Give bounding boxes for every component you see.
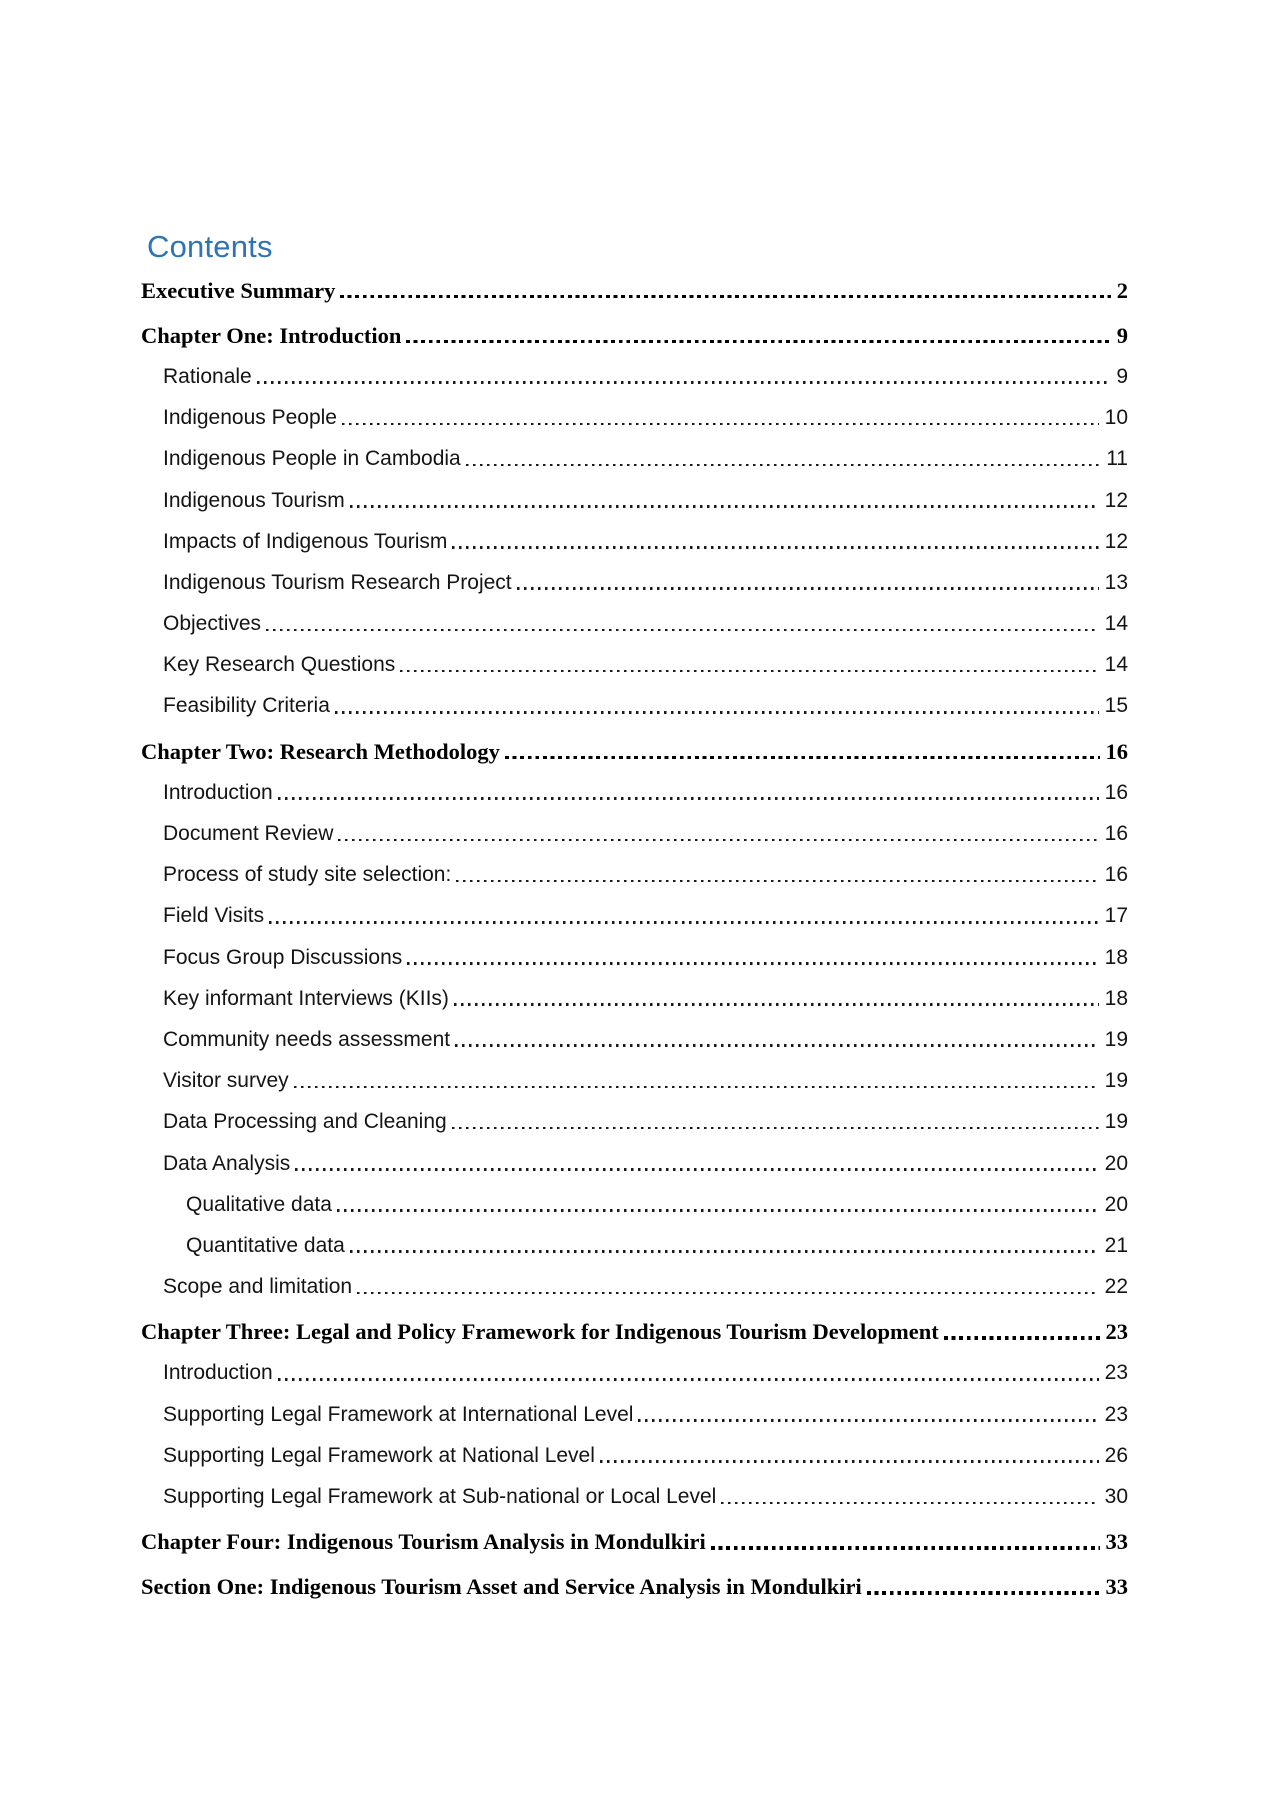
toc-entry-label: Indigenous Tourism [163, 488, 345, 512]
dot-leader [295, 1168, 1098, 1171]
toc-entry-label: Visitor survey [163, 1069, 289, 1093]
toc-entry[interactable] [141, 439, 1128, 480]
toc-entry-page: 13 [1104, 570, 1128, 594]
toc-entry-page: 16 [1104, 780, 1128, 804]
dot-leader [342, 423, 1099, 426]
toc-entry-page: 16 [1104, 863, 1128, 887]
toc-entry-label: Section One: Indigenous Tourism Asset and Service Analysis in Mondulkiri [141, 1574, 862, 1600]
toc-entry[interactable] [141, 1567, 1128, 1608]
toc-entry-label: Rationale [163, 364, 252, 388]
dot-leader [357, 1292, 1099, 1295]
dot-leader [466, 464, 1100, 467]
toc-entry-page: 12 [1104, 529, 1128, 553]
toc-entry-page: 18 [1104, 986, 1128, 1010]
toc-entry[interactable] [141, 1184, 1128, 1225]
toc-entry-page: 2 [1116, 277, 1128, 303]
dot-leader [337, 1209, 1099, 1212]
toc-entry[interactable] [141, 855, 1128, 896]
toc-entry[interactable] [141, 315, 1128, 356]
toc-entry-label: Key informant Interviews (KIIs) [163, 986, 449, 1010]
toc-entry[interactable] [141, 480, 1128, 521]
toc-entry-page: 20 [1104, 1151, 1128, 1175]
toc-entry[interactable] [141, 978, 1128, 1019]
table-of-contents [141, 270, 1128, 1608]
toc-entry-label: Chapter Three: Legal and Policy Framework for Indigenous Tourism Development [141, 1319, 939, 1345]
toc-entry-page: 16 [1104, 822, 1128, 846]
dot-leader [867, 1591, 1100, 1595]
toc-entry-label: Feasibility Criteria [163, 694, 330, 718]
toc-entry-page: 17 [1104, 904, 1128, 928]
toc-entry-page: 26 [1104, 1443, 1128, 1467]
toc-entry-page: 23 [1105, 1319, 1128, 1345]
toc-entry[interactable] [141, 937, 1128, 978]
dot-leader [455, 1044, 1099, 1047]
toc-entry-page: 21 [1104, 1233, 1128, 1257]
toc-entry-page: 14 [1104, 653, 1128, 677]
dot-leader [340, 295, 1110, 299]
toc-entry-page: 11 [1106, 447, 1128, 471]
toc-entry-label: Supporting Legal Framework at International Level [163, 1402, 634, 1426]
toc-entry[interactable] [141, 1522, 1128, 1563]
toc-entry[interactable] [141, 604, 1128, 645]
toc-entry-label: Data Processing and Cleaning [163, 1110, 447, 1134]
dot-leader [294, 1086, 1099, 1089]
toc-entry-label: Field Visits [163, 904, 265, 928]
toc-entry-label: Document Review [163, 822, 334, 846]
toc-entry-label: Indigenous People in Cambodia [163, 447, 461, 471]
toc-entry[interactable] [141, 1225, 1128, 1266]
toc-entry-label: Chapter One: Introduction [141, 322, 402, 348]
toc-entry[interactable] [141, 1394, 1128, 1435]
toc-entry-label: Supporting Legal Framework at Sub-national or Local Level [163, 1485, 717, 1509]
toc-entry-page: 12 [1104, 488, 1128, 512]
toc-entry-page: 33 [1105, 1529, 1128, 1555]
toc-entry[interactable] [141, 686, 1128, 727]
toc-entry-label: Chapter Four: Indigenous Tourism Analysis in Mondulkiri [141, 1529, 706, 1555]
toc-entry[interactable] [141, 1061, 1128, 1102]
toc-entry-page: 9 [1116, 364, 1128, 388]
toc-entry-page: 20 [1104, 1192, 1128, 1216]
toc-entry-label: Qualitative data [186, 1192, 332, 1216]
toc-entry-label: Introduction [163, 1361, 273, 1385]
toc-entry-label: Objectives [163, 612, 262, 636]
toc-entry-label: Focus Group Discussions [163, 945, 403, 969]
toc-entry-page: 19 [1104, 1027, 1128, 1051]
dot-leader [454, 1003, 1099, 1006]
toc-entry-label: Indigenous Tourism Research Project [163, 570, 512, 594]
toc-entry[interactable] [141, 398, 1128, 439]
toc-entry[interactable] [141, 731, 1128, 772]
toc-entry[interactable] [141, 813, 1128, 854]
toc-entry[interactable] [141, 356, 1128, 397]
toc-entry[interactable] [141, 270, 1128, 311]
toc-entry[interactable] [141, 645, 1128, 686]
dot-leader [944, 1336, 1100, 1340]
dot-leader [407, 962, 1098, 965]
dot-leader [452, 1127, 1099, 1130]
dot-leader [257, 381, 1111, 384]
toc-entry[interactable] [141, 896, 1128, 937]
toc-entry[interactable] [141, 562, 1128, 603]
toc-entry-page: 30 [1104, 1485, 1128, 1509]
dot-leader [517, 587, 1099, 590]
toc-entry[interactable] [141, 1312, 1128, 1353]
toc-entry[interactable] [141, 1435, 1128, 1476]
toc-entry-label: Executive Summary [141, 277, 336, 303]
toc-entry-label: Introduction [163, 780, 273, 804]
toc-entry-page: 33 [1105, 1574, 1128, 1600]
toc-entry-label: Community needs assessment [163, 1027, 451, 1051]
dot-leader [452, 546, 1098, 549]
toc-entry-page: 23 [1104, 1361, 1128, 1385]
contents-heading: Contents [147, 229, 273, 264]
toc-entry-label: Impacts of Indigenous Tourism [163, 529, 448, 553]
toc-entry-label: Data Analysis [163, 1151, 291, 1175]
toc-entry-label: Scope and limitation [163, 1275, 353, 1299]
toc-entry-page: 9 [1116, 322, 1128, 348]
toc-entry-label: Chapter Two: Research Methodology [141, 738, 500, 764]
toc-entry[interactable] [141, 1143, 1128, 1184]
toc-entry[interactable] [141, 1102, 1128, 1143]
toc-entry[interactable] [141, 1353, 1128, 1394]
dot-leader [266, 629, 1099, 632]
toc-entry-label: Process of study site selection: [163, 863, 452, 887]
dot-leader [711, 1546, 1100, 1550]
toc-entry[interactable] [141, 1267, 1128, 1308]
dot-leader [269, 921, 1098, 924]
toc-entry-page: 23 [1104, 1402, 1128, 1426]
dot-leader [335, 711, 1099, 714]
dot-leader [400, 670, 1098, 673]
dot-leader [278, 1378, 1099, 1381]
toc-entry-label: Indigenous People [163, 406, 337, 430]
toc-entry-label: Quantitative data [186, 1233, 345, 1257]
toc-entry-label: Supporting Legal Framework at National Level [163, 1443, 595, 1467]
toc-entry-page: 14 [1104, 612, 1128, 636]
toc-entry[interactable] [141, 1476, 1128, 1517]
toc-entry-page: 18 [1104, 945, 1128, 969]
dot-leader [505, 756, 1100, 760]
dot-leader [600, 1460, 1099, 1463]
toc-entry-page: 10 [1104, 406, 1128, 430]
toc-entry-page: 15 [1104, 694, 1128, 718]
toc-entry-label: Key Research Questions [163, 653, 396, 677]
toc-entry-page: 16 [1105, 738, 1128, 764]
dot-leader [406, 340, 1110, 344]
dot-leader [721, 1502, 1098, 1505]
dot-leader [456, 880, 1098, 883]
toc-entry[interactable] [141, 521, 1128, 562]
dot-leader [350, 505, 1099, 508]
dot-leader [638, 1419, 1098, 1422]
toc-entry[interactable] [141, 1019, 1128, 1060]
toc-entry-page: 22 [1104, 1275, 1128, 1299]
toc-entry-page: 19 [1104, 1069, 1128, 1093]
toc-entry-page: 19 [1104, 1110, 1128, 1134]
dot-leader [338, 839, 1098, 842]
toc-entry[interactable] [141, 772, 1128, 813]
dot-leader [278, 797, 1099, 800]
dot-leader [350, 1250, 1099, 1253]
